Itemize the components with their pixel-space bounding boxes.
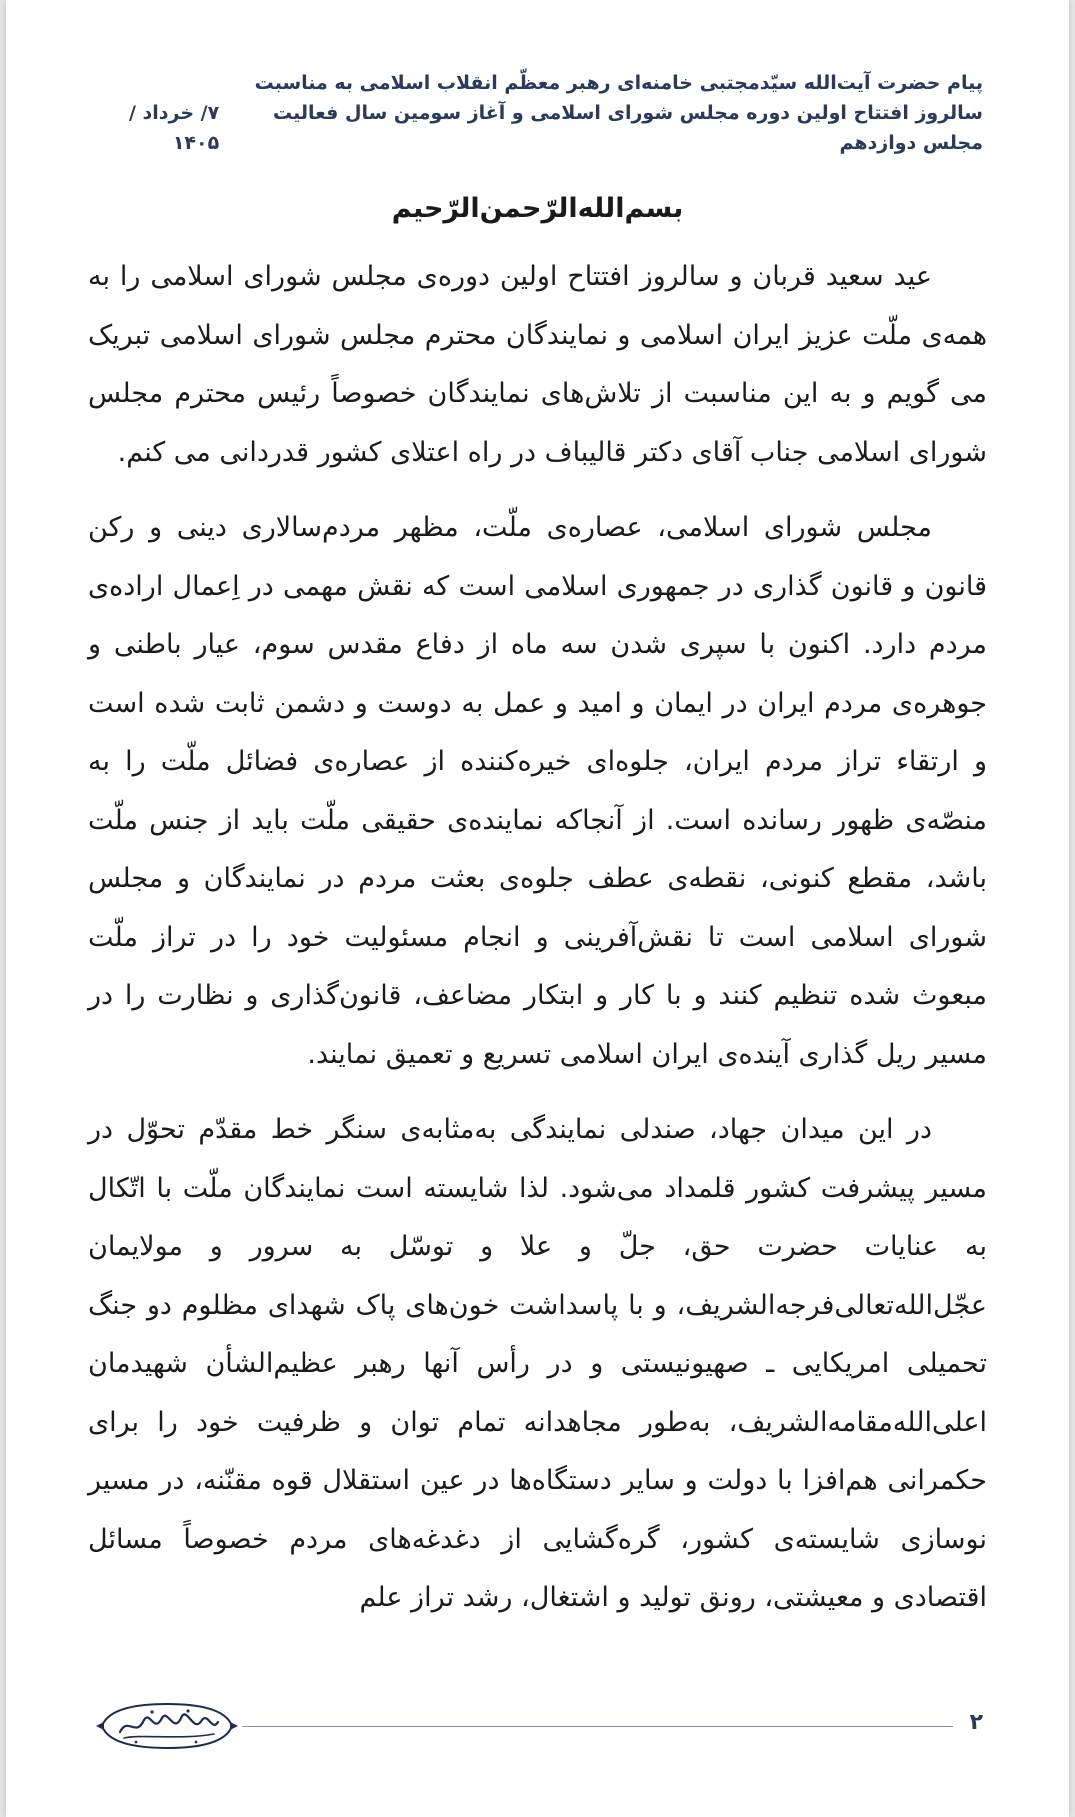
paragraph-3: در این میدان جهاد، صندلی نمایندگی به‌مثابه‌ی سنگر خط مقدّم تحوّل در مسیر پیشرفت کشور قلمداد می‌شود. لذا شایسته است نمایندگان ملّت با اتّکال به عنایات حضرت حق، جلّ و علا و توسّل به سرور و مولایمان عجّل‌الله‌تعالی‌فرجه‌الشریف، و با پاسداشت خون‌های پاک شهدای مظلوم دو جنگ تحمیلی امریکایی ـ صهیونیستی و در رأس آنها رهبر عظیم‌الشأن شهیدمان اعلی‌الله‌مقامه‌الشریف، به‌طور مجاهدانه تمام توان و ظرفیت خود را برای حکمرانی هم‌افزا با دولت و سایر دستگاه‌ها در عین استقلال قوه مقنّنه، در مسیر نوسازی شایسته‌ی کشور، گره‌گشایی از دغدغه‌های مردم خصوصاً مسائل اقتصادی و معیشتی، رونق تولید و اشتغال، رشد تراز علم — [88, 1114, 987, 1613]
header-line-1: پیام حضرت آیت‌الله سیّدمجتبی خامنه‌ای رهبر معظّم انقلاب اسلامی به مناسبت — [254, 72, 983, 94]
message-body — [88, 248, 987, 1628]
signature-logo-icon — [92, 1698, 242, 1754]
page-footer — [92, 1696, 983, 1756]
paragraph-1: عید سعید قربان و سالروز افتتاح اولین دوره‌ی مجلس شورای اسلامی را به همه‌ی ملّت عزیز ایران اسلامی و نمایندگان محترم مجلس شورای اسلامی تبریک می گویم و به این مناسبت از تلاش‌های نمایندگان خصوصاً رئیس محترم مجلس شورای اسلامی جناب آقای دکتر قالیباف در راه اعتلای کشور قدردانی می کنم. — [88, 261, 987, 468]
page-number: ۲ — [969, 1710, 983, 1735]
document-page — [6, 0, 1069, 1817]
header-date: ۷/ خرداد / ۱۴۰۵ — [128, 102, 220, 154]
paragraph-2: مجلس شورای اسلامی، عصاره‌ی ملّت، مظهر مردم‌سالاری دینی و رکن قانون و قانون گذاری در جمهوری اسلامی است که نقش مهمی در اِعمال اراده‌ی مردم دارد. اکنون با سپری شدن سه ماه از دفاع مقدس سوم، عیار باطنی و جوهره‌ی مردم ایران در ایمان و امید و عمل به دوست و دشمن ثابت شده است و ارتقاء تراز مردم ایران، جلوه‌ای خیره‌کننده از عصاره‌ی فضائل ملّت را به منصّه‌ی ظهور رسانده است. از آنجاکه نماینده‌ی حقیقی ملّت باید از جنس ملّت باشد، مقطع کنونی، نقطه‌ی عطف جلوه‌ی بعثت مردم در نمایندگان و مجلس شورای اسلامی است تا نقش‌آفرینی و انجام مسئولیت خود را در تراز ملّت مبعوث شده تنظیم کنند و با کار و ابتکار مضاعف، قانون‌گذاری و نظارت را در مسیر ریل گذاری آینده‌ی ایران اسلامی تسریع و تعمیق نمایند. — [88, 512, 987, 1070]
header-line-2-row — [92, 98, 983, 158]
header-line-2: سالروز افتتاح اولین دوره مجلس شورای اسلامی و آغاز سومین سال فعالیت مجلس دوازدهم — [273, 102, 983, 154]
message-header — [92, 68, 983, 158]
footer-divider — [242, 1726, 953, 1727]
basmala-title: بسم‌الله‌الرّحمن‌الرّحیم — [391, 193, 684, 224]
